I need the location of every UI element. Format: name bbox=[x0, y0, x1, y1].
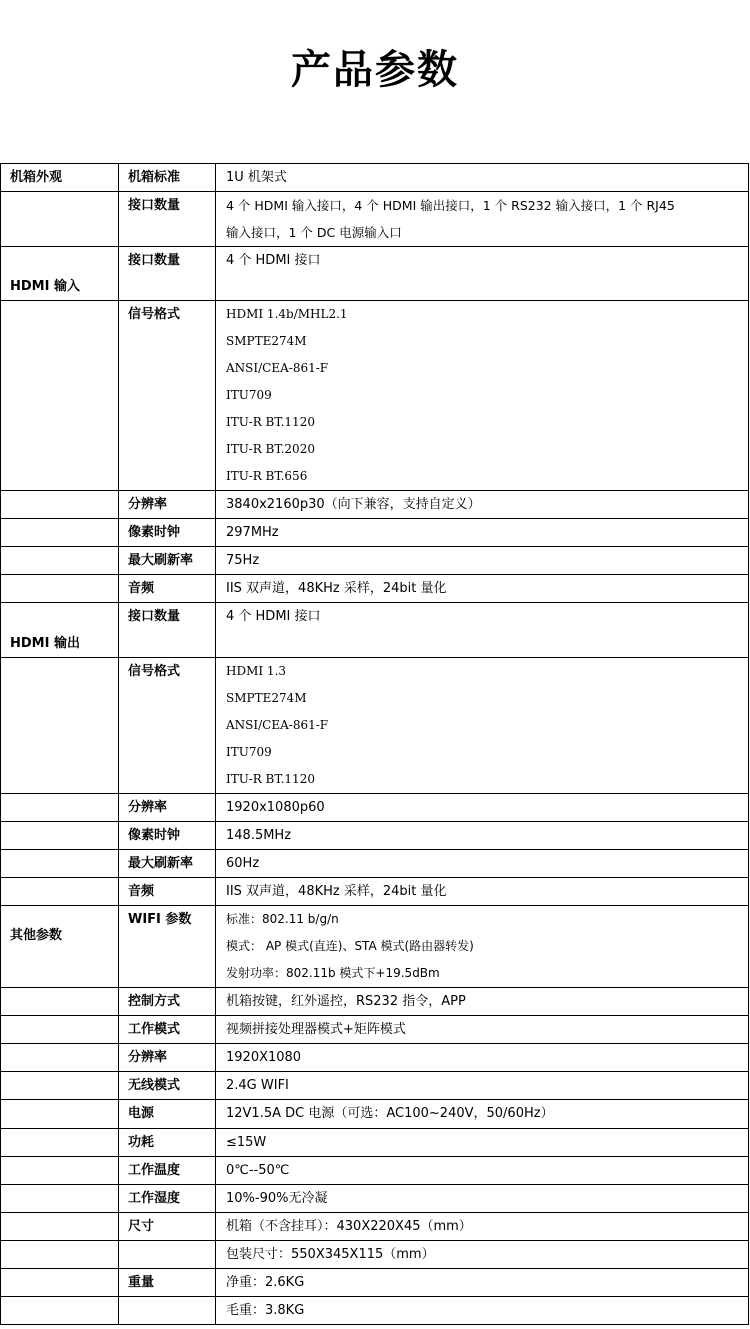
param-label: 接口数量 bbox=[119, 603, 216, 658]
table-row bbox=[1, 192, 749, 247]
section-label bbox=[1, 1016, 119, 1044]
table-row bbox=[1, 1129, 749, 1157]
param-value: 4 个 HDMI 输入接口，4 个 HDMI 输出接口，1 个 RS232 输入接口，1 个 RJ45 输入接口，1 个 DC 电源输入口 bbox=[216, 192, 749, 247]
param-value: HDMI 1.3 SMPTE274M ANSI/CEA-861-F ITU709 ITU-R BT.1120 bbox=[216, 658, 749, 794]
table-row bbox=[1, 794, 749, 822]
section-label bbox=[1, 1157, 119, 1185]
table-row bbox=[1, 1044, 749, 1072]
section-label bbox=[1, 822, 119, 850]
section-label bbox=[1, 850, 119, 878]
table-row bbox=[1, 1269, 749, 1297]
param-value: 297MHz bbox=[216, 519, 749, 547]
spec-table bbox=[0, 163, 749, 1325]
param-value: 视频拼接处理器模式+矩阵模式 bbox=[216, 1016, 749, 1044]
param-value: 60Hz bbox=[216, 850, 749, 878]
table-row bbox=[1, 1213, 749, 1241]
section-label: HDMI 输出 bbox=[1, 603, 119, 658]
table-row bbox=[1, 906, 749, 988]
section-label bbox=[1, 658, 119, 794]
table-row bbox=[1, 603, 749, 658]
param-value: 10%-90%无冷凝 bbox=[216, 1185, 749, 1213]
section-label bbox=[1, 301, 119, 491]
param-label bbox=[119, 1297, 216, 1325]
section-label bbox=[1, 192, 119, 247]
param-label: 尺寸 bbox=[119, 1213, 216, 1241]
param-value: IIS 双声道，48KHz 采样，24bit 量化 bbox=[216, 878, 749, 906]
section-label bbox=[1, 1213, 119, 1241]
param-label: 工作湿度 bbox=[119, 1185, 216, 1213]
param-label: 信号格式 bbox=[119, 658, 216, 794]
param-value: 4 个 HDMI 接口 bbox=[216, 603, 749, 658]
param-label: 机箱标准 bbox=[119, 164, 216, 192]
section-label bbox=[1, 878, 119, 906]
section-label bbox=[1, 1297, 119, 1325]
section-label: 机箱外观 bbox=[1, 164, 119, 192]
param-value: 1920X1080 bbox=[216, 1044, 749, 1072]
section-label: 其他参数 bbox=[1, 906, 119, 988]
param-value: HDMI 1.4b/MHL2.1 SMPTE274M ANSI/CEA-861-F ITU709 ITU-R BT.1120 ITU-R BT.2020 ITU-R BT.656 bbox=[216, 301, 749, 491]
param-value: 机箱（不含挂耳）：430X220X45（mm） bbox=[216, 1213, 749, 1241]
param-label: 信号格式 bbox=[119, 301, 216, 491]
section-label bbox=[1, 491, 119, 519]
table-row bbox=[1, 164, 749, 192]
param-label: 工作模式 bbox=[119, 1016, 216, 1044]
section-label: HDMI 输入 bbox=[1, 247, 119, 301]
table-row bbox=[1, 519, 749, 547]
param-label: 分辨率 bbox=[119, 794, 216, 822]
param-label: 控制方式 bbox=[119, 988, 216, 1016]
section-label bbox=[1, 1072, 119, 1100]
param-value: 4 个 HDMI 接口 bbox=[216, 247, 749, 301]
table-row bbox=[1, 1185, 749, 1213]
table-row bbox=[1, 850, 749, 878]
param-label: 最大刷新率 bbox=[119, 547, 216, 575]
table-row bbox=[1, 822, 749, 850]
table-row bbox=[1, 1157, 749, 1185]
table-row bbox=[1, 575, 749, 603]
section-label bbox=[1, 1100, 119, 1129]
table-row bbox=[1, 878, 749, 906]
section-label bbox=[1, 1241, 119, 1269]
param-value: 3840x2160p30（向下兼容，支持自定义） bbox=[216, 491, 749, 519]
section-label bbox=[1, 519, 119, 547]
param-label: 最大刷新率 bbox=[119, 850, 216, 878]
param-label: 像素时钟 bbox=[119, 519, 216, 547]
section-label bbox=[1, 1269, 119, 1297]
param-value: 1U 机架式 bbox=[216, 164, 749, 192]
param-value: 标准：802.11 b/g/n 模式： AP 模式(直连)、STA 模式(路由器转发) 发射功率：802.11b 模式下+19.5dBm bbox=[216, 906, 749, 988]
table-row bbox=[1, 1297, 749, 1325]
table-row bbox=[1, 301, 749, 491]
table-row bbox=[1, 247, 749, 301]
param-value: 机箱按键，红外遥控，RS232 指令，APP bbox=[216, 988, 749, 1016]
param-label: WIFI 参数 bbox=[119, 906, 216, 988]
param-value: IIS 双声道，48KHz 采样，24bit 量化 bbox=[216, 575, 749, 603]
param-label: 电源 bbox=[119, 1100, 216, 1129]
param-label bbox=[119, 1241, 216, 1269]
param-value: 12V1.5A DC 电源（可选：AC100~240V，50/60Hz） bbox=[216, 1100, 749, 1129]
param-label: 接口数量 bbox=[119, 247, 216, 301]
table-row bbox=[1, 1100, 749, 1129]
table-row bbox=[1, 988, 749, 1016]
table-row bbox=[1, 658, 749, 794]
table-row bbox=[1, 1016, 749, 1044]
section-label bbox=[1, 794, 119, 822]
param-label: 音频 bbox=[119, 575, 216, 603]
section-label bbox=[1, 988, 119, 1016]
param-label: 工作温度 bbox=[119, 1157, 216, 1185]
section-label bbox=[1, 575, 119, 603]
param-label: 音频 bbox=[119, 878, 216, 906]
param-value: 包装尺寸：550X345X115（mm） bbox=[216, 1241, 749, 1269]
param-label: 像素时钟 bbox=[119, 822, 216, 850]
section-label bbox=[1, 1044, 119, 1072]
param-label: 重量 bbox=[119, 1269, 216, 1297]
section-label bbox=[1, 547, 119, 575]
table-row bbox=[1, 547, 749, 575]
param-value: 2.4G WIFI bbox=[216, 1072, 749, 1100]
table-row bbox=[1, 491, 749, 519]
page-title: 产品参数 bbox=[291, 47, 459, 93]
section-label bbox=[1, 1185, 119, 1213]
param-value: 75Hz bbox=[216, 547, 749, 575]
param-label: 接口数量 bbox=[119, 192, 216, 247]
section-label bbox=[1, 1129, 119, 1157]
param-label: 功耗 bbox=[119, 1129, 216, 1157]
param-label: 分辨率 bbox=[119, 491, 216, 519]
param-value: 毛重：3.8KG bbox=[216, 1297, 749, 1325]
param-label: 无线模式 bbox=[119, 1072, 216, 1100]
table-row bbox=[1, 1241, 749, 1269]
param-value: ≤15W bbox=[216, 1129, 749, 1157]
table-row bbox=[1, 1072, 749, 1100]
param-value: 净重：2.6KG bbox=[216, 1269, 749, 1297]
param-value: 0℃--50℃ bbox=[216, 1157, 749, 1185]
param-label: 分辨率 bbox=[119, 1044, 216, 1072]
param-value: 1920x1080p60 bbox=[216, 794, 749, 822]
param-value: 148.5MHz bbox=[216, 822, 749, 850]
